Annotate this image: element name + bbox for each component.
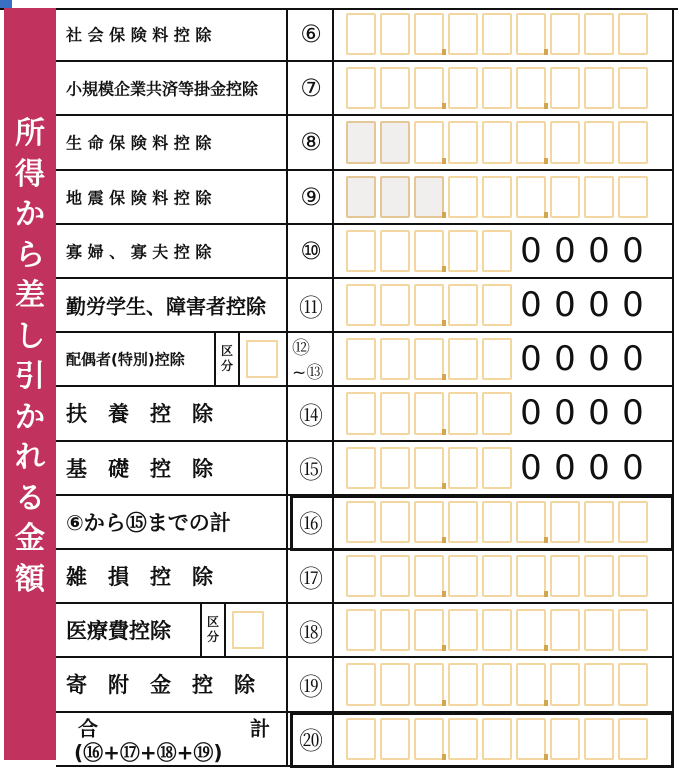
amount-digit-cell[interactable] <box>346 392 376 434</box>
row-label: 勤労学生、障害者控除 <box>66 294 266 319</box>
amount-digit-cell[interactable] <box>618 718 648 760</box>
row-number: ⑩ <box>290 225 334 277</box>
amount-digit-cell[interactable] <box>346 555 376 597</box>
amount-digit-cell[interactable] <box>448 501 478 543</box>
row-number: ⑧ <box>290 116 334 168</box>
amount-digit-cell[interactable] <box>414 609 444 651</box>
amount-digit-cell[interactable] <box>346 176 376 218</box>
section-title-band <box>4 8 56 760</box>
row-number: ⑯ <box>290 496 334 548</box>
amount-digit-cell[interactable] <box>448 663 478 705</box>
row-number: ⑲ <box>290 658 334 710</box>
digit-group-tick <box>442 374 446 380</box>
kubun-input[interactable] <box>246 340 278 378</box>
total-label-top: 合 <box>78 716 98 741</box>
row-number: ⑰ <box>290 550 334 602</box>
section-title-char: ら <box>15 237 45 273</box>
row-number: ⑦ <box>290 62 334 114</box>
amount-digit-cell[interactable] <box>380 176 410 218</box>
amount-digit-cell[interactable] <box>448 338 478 380</box>
amount-digit-cell[interactable] <box>346 121 376 163</box>
amount-digit-cell[interactable] <box>448 13 478 55</box>
zero-digit: 0 <box>588 285 610 326</box>
top-strip-accent <box>0 0 12 8</box>
deduction-row <box>56 604 674 658</box>
zero-digit: 0 <box>588 393 610 434</box>
zero-digit: 0 <box>622 339 644 380</box>
amount-digit-cell[interactable] <box>448 555 478 597</box>
amount-digit-cell[interactable] <box>618 609 648 651</box>
amount-digit-cell[interactable] <box>550 67 580 109</box>
amount-digit-cell[interactable] <box>380 718 410 760</box>
digit-group-tick <box>442 591 446 597</box>
amount-digit-cell[interactable] <box>448 392 478 434</box>
amount-digit-cell[interactable] <box>448 609 478 651</box>
row-label: 扶 養 控 除 <box>66 402 213 427</box>
row-label: 生 命 保 険 料 控 除 <box>66 133 212 153</box>
amount-digit-cell[interactable] <box>346 13 376 55</box>
row-label-cell <box>56 658 288 710</box>
row-label: 寡 婦 、 寡 夫 控 除 <box>66 242 212 262</box>
deduction-row <box>56 713 674 767</box>
amount-digit-cell[interactable] <box>414 555 444 597</box>
amount-digit-cell[interactable] <box>380 609 410 651</box>
row-label: 配偶者(特別)控除 <box>66 350 185 369</box>
section-title-char: 所 <box>15 116 45 151</box>
digit-group-tick <box>544 591 548 597</box>
section-title-char: か <box>15 197 45 232</box>
amount-digit-cell[interactable] <box>584 176 614 218</box>
amount-digit-cell[interactable] <box>618 663 648 705</box>
amount-digit-cell[interactable] <box>414 13 444 55</box>
section-title-char: 引 <box>15 359 45 394</box>
amount-digit-cell[interactable] <box>618 176 648 218</box>
amount-digit-cell[interactable] <box>346 501 376 543</box>
amount-digit-cell[interactable] <box>414 176 444 218</box>
deduction-row <box>56 550 674 604</box>
amount-digit-cell[interactable] <box>550 609 580 651</box>
amount-digit-cell[interactable] <box>516 67 546 109</box>
digit-group-tick <box>544 49 548 55</box>
section-title-char: か <box>15 399 45 435</box>
row-label-cell <box>56 550 288 602</box>
amount-digit-cell[interactable] <box>414 663 444 705</box>
amount-digit-cell[interactable] <box>448 230 478 272</box>
deduction-row <box>56 442 674 496</box>
digit-group-tick <box>442 320 446 326</box>
amount-digit-cell[interactable] <box>482 555 512 597</box>
amount-digit-cell[interactable] <box>346 718 376 760</box>
row-label-cell <box>56 8 288 60</box>
row-number: ⑮ <box>290 442 334 494</box>
digit-group-tick <box>544 754 548 760</box>
right-border <box>672 8 674 760</box>
amount-digit-cell[interactable] <box>380 392 410 434</box>
amount-digit-cell[interactable] <box>618 13 648 55</box>
digit-group-tick <box>442 645 446 651</box>
deduction-row <box>56 279 674 333</box>
amount-digit-cell[interactable] <box>380 284 410 326</box>
amount-digit-cell[interactable] <box>346 230 376 272</box>
row-number: ⑱ <box>290 604 334 656</box>
row-label-cell <box>56 279 288 331</box>
row-label-cell <box>56 604 288 656</box>
amount-digit-cell[interactable] <box>550 555 580 597</box>
row-label: 医療費控除 <box>66 619 171 644</box>
section-title-char: 額 <box>15 561 45 597</box>
amount-digit-cell[interactable] <box>482 663 512 705</box>
row-label-cell <box>56 171 288 223</box>
amount-digit-cell[interactable] <box>618 501 648 543</box>
amount-digit-cell[interactable] <box>550 718 580 760</box>
deduction-row <box>56 116 674 170</box>
deduction-row <box>56 658 674 712</box>
section-title-char: 差 <box>15 278 45 313</box>
amount-digit-cell[interactable] <box>516 555 546 597</box>
row-label-cell <box>56 62 288 114</box>
amount-digit-cell[interactable] <box>584 13 614 55</box>
amount-digit-cell[interactable] <box>516 121 546 163</box>
amount-digit-cell[interactable] <box>414 230 444 272</box>
amount-digit-cell[interactable] <box>380 67 410 109</box>
zero-digit: 0 <box>622 285 644 326</box>
amount-digit-cell[interactable] <box>516 501 546 543</box>
row-label-cell <box>56 225 288 277</box>
amount-digit-cell[interactable] <box>482 609 512 651</box>
amount-digit-cell[interactable] <box>584 67 614 109</box>
row-label-cell <box>56 333 288 385</box>
amount-digit-cell[interactable] <box>414 338 444 380</box>
amount-digit-cell[interactable] <box>584 121 614 163</box>
deduction-row <box>56 8 674 62</box>
amount-digit-cell[interactable] <box>516 13 546 55</box>
zero-digit: 0 <box>520 285 542 326</box>
digit-group-tick <box>544 103 548 109</box>
zero-digit: 0 <box>554 339 576 380</box>
zero-digit: 0 <box>588 339 610 380</box>
row-number: ⑥ <box>290 8 334 60</box>
total-label-top-right: 計 <box>250 716 270 741</box>
amount-digit-cell[interactable] <box>516 176 546 218</box>
digit-group-tick <box>544 645 548 651</box>
amount-digit-cell[interactable] <box>482 284 512 326</box>
row-number: ⑳ <box>290 713 334 765</box>
amount-digit-cell[interactable] <box>482 718 512 760</box>
amount-digit-cell[interactable] <box>516 718 546 760</box>
amount-digit-cell[interactable] <box>550 13 580 55</box>
row-label-cell <box>56 496 288 548</box>
amount-digit-cell[interactable] <box>346 447 376 489</box>
row-label: 地 震 保 険 料 控 除 <box>66 188 212 208</box>
digit-group-tick <box>442 158 446 164</box>
row-label: 基 礎 控 除 <box>66 456 213 481</box>
total-label-bottom: (⑯+⑰+⑱+⑲) <box>74 740 223 765</box>
zero-digit: 0 <box>622 393 644 434</box>
deduction-row <box>56 225 674 279</box>
zero-digit: 0 <box>588 230 610 271</box>
amount-digit-cell[interactable] <box>618 555 648 597</box>
row-number: ⑫ ~⑬ <box>290 333 334 385</box>
zero-digit: 0 <box>554 285 576 326</box>
amount-digit-cell[interactable] <box>482 13 512 55</box>
section-title-char: れ <box>15 440 45 475</box>
row-label-cell <box>56 116 288 168</box>
row-number: ⑭ <box>290 387 334 439</box>
amount-digit-cell[interactable] <box>584 501 614 543</box>
amount-digit-cell[interactable] <box>414 718 444 760</box>
zero-digit: 0 <box>588 447 610 488</box>
digit-group-tick <box>442 49 446 55</box>
amount-digit-cell[interactable] <box>380 663 410 705</box>
amount-digit-cell[interactable] <box>346 67 376 109</box>
amount-digit-cell[interactable] <box>448 447 478 489</box>
digit-group-tick <box>544 212 548 218</box>
amount-digit-cell[interactable] <box>380 121 410 163</box>
section-title-char: る <box>15 480 45 516</box>
zero-digit: 0 <box>520 339 542 380</box>
amount-digit-cell[interactable] <box>414 501 444 543</box>
row-label-cell <box>56 387 288 439</box>
amount-digit-cell[interactable] <box>482 447 512 489</box>
digit-group-tick <box>442 429 446 435</box>
amount-digit-cell[interactable] <box>482 392 512 434</box>
zero-digit: 0 <box>520 393 542 434</box>
amount-digit-cell[interactable] <box>380 338 410 380</box>
section-title-char: 得 <box>15 156 45 192</box>
amount-digit-cell[interactable] <box>584 718 614 760</box>
digit-group-tick <box>442 266 446 272</box>
amount-digit-cell[interactable] <box>516 609 546 651</box>
zero-digit: 0 <box>520 230 542 271</box>
row-number: ⑪ <box>290 279 334 331</box>
digit-group-tick <box>544 700 548 706</box>
amount-digit-cell[interactable] <box>448 284 478 326</box>
amount-digit-cell[interactable] <box>482 230 512 272</box>
amount-digit-cell[interactable] <box>618 121 648 163</box>
amount-digit-cell[interactable] <box>448 718 478 760</box>
zero-digit: 0 <box>554 230 576 271</box>
section-title-char: 金 <box>15 521 45 556</box>
amount-digit-cell[interactable] <box>482 121 512 163</box>
row-label: 寄 附 金 控 除 <box>66 673 255 698</box>
amount-digit-cell[interactable] <box>584 555 614 597</box>
amount-digit-cell[interactable] <box>414 121 444 163</box>
row-label-cell <box>56 713 288 765</box>
amount-digit-cell[interactable] <box>550 121 580 163</box>
digit-group-tick <box>442 483 446 489</box>
amount-digit-cell[interactable] <box>414 447 444 489</box>
zero-digit: 0 <box>554 393 576 434</box>
kubun-input[interactable] <box>232 611 264 649</box>
digit-group-tick <box>442 212 446 218</box>
kubun-label: 区 分 <box>200 604 226 656</box>
row-label: 雑 損 控 除 <box>66 565 213 590</box>
row-label: ⑥から⑮までの計 <box>66 510 231 535</box>
amount-digit-cell[interactable] <box>380 447 410 489</box>
amount-digit-cell[interactable] <box>380 501 410 543</box>
amount-digit-cell[interactable] <box>346 284 376 326</box>
row-label-cell <box>56 442 288 494</box>
amount-digit-cell[interactable] <box>516 663 546 705</box>
deduction-row <box>56 387 674 441</box>
row-label: 小規模企業共済等掛金控除 <box>66 79 259 99</box>
amount-digit-cell[interactable] <box>482 338 512 380</box>
digit-group-tick <box>442 754 446 760</box>
zero-digit: 0 <box>520 447 542 488</box>
section-title <box>4 114 56 600</box>
amount-digit-cell[interactable] <box>482 501 512 543</box>
deduction-row <box>56 171 674 225</box>
deduction-row <box>56 62 674 116</box>
zero-digit: 0 <box>554 447 576 488</box>
amount-digit-cell[interactable] <box>380 555 410 597</box>
amount-digit-cell[interactable] <box>550 663 580 705</box>
amount-digit-cell[interactable] <box>414 284 444 326</box>
digit-group-tick <box>544 537 548 543</box>
amount-digit-cell[interactable] <box>448 67 478 109</box>
amount-digit-cell[interactable] <box>414 392 444 434</box>
row-number: ⑨ <box>290 171 334 223</box>
amount-digit-cell[interactable] <box>448 121 478 163</box>
amount-digit-cell[interactable] <box>584 609 614 651</box>
zero-digit: 0 <box>622 230 644 271</box>
digit-group-tick <box>442 103 446 109</box>
amount-digit-cell[interactable] <box>346 338 376 380</box>
amount-digit-cell[interactable] <box>618 67 648 109</box>
digit-group-tick <box>442 537 446 543</box>
amount-digit-cell[interactable] <box>380 230 410 272</box>
digit-group-tick <box>442 700 446 706</box>
kubun-label: 区 分 <box>214 333 240 385</box>
amount-digit-cell[interactable] <box>346 663 376 705</box>
amount-digit-cell[interactable] <box>482 67 512 109</box>
deduction-row <box>56 496 674 550</box>
amount-digit-cell[interactable] <box>414 67 444 109</box>
digit-group-tick <box>544 158 548 164</box>
amount-digit-cell[interactable] <box>380 13 410 55</box>
amount-digit-cell[interactable] <box>482 176 512 218</box>
amount-digit-cell[interactable] <box>550 176 580 218</box>
section-title-char: し <box>15 318 45 354</box>
row-label: 社 会 保 険 料 控 除 <box>66 25 212 45</box>
zero-digit: 0 <box>622 447 644 488</box>
amount-digit-cell[interactable] <box>550 501 580 543</box>
amount-digit-cell[interactable] <box>448 176 478 218</box>
amount-digit-cell[interactable] <box>346 609 376 651</box>
deduction-row <box>56 333 674 387</box>
amount-digit-cell[interactable] <box>584 663 614 705</box>
